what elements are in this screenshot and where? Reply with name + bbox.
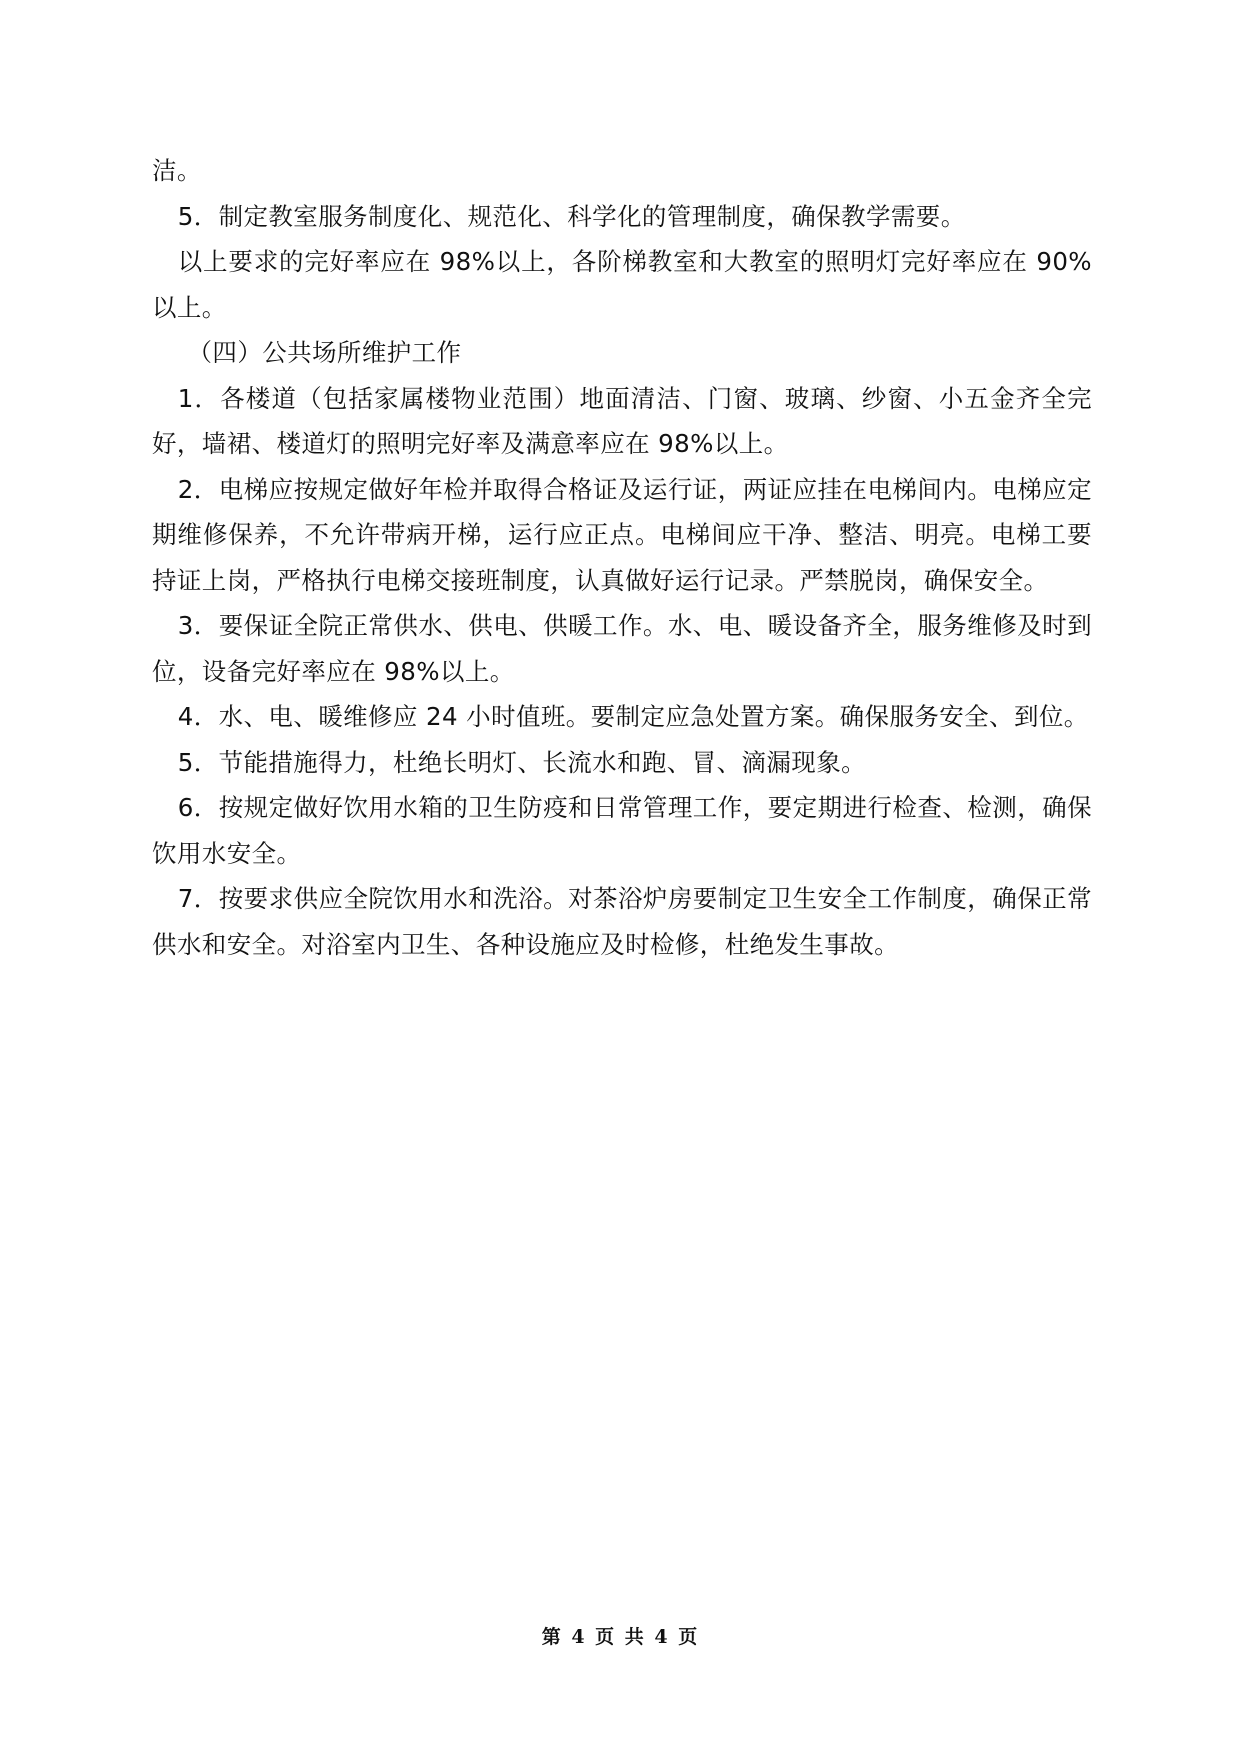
paragraph-item-5-classroom: 5．制定教室服务制度化、规范化、科学化的管理制度，确保教学需要。 bbox=[177, 201, 966, 231]
paragraph-item-1-corridors: 1．各楼道（包括家属楼物业范围）地面清洁、门窗、玻璃、纱窗、小五金齐全完好，墙裙、楼道灯的照明完好率及满意率应在 98%以上。 bbox=[152, 383, 1092, 458]
paragraph-item-2-elevators: 2．电梯应按规定做好年检并取得合格证及运行证，两证应挂在电梯间内。电梯应定期维修保养，不允许带病开梯，运行应正点。电梯间应干净、整洁、明亮。电梯工要持证上岗，严格执行电梯交接班制度，认真做好运行记录。严禁脱岗，确保安全。 bbox=[152, 474, 1092, 595]
paragraph-item-5-energy: 5．节能措施得力，杜绝长明灯、长流水和跑、冒、滴漏现象。 bbox=[177, 747, 867, 777]
paragraph-item-4-maintenance: 4．水、电、暖维修应 24 小时值班。要制定应急处置方案。确保服务安全、到位。 bbox=[177, 702, 1089, 731]
paragraph-rate-requirement: 以上要求的完好率应在 98%以上，各阶梯教室和大教室的照明灯完好率应在 90%以上。 bbox=[152, 247, 1092, 322]
document-body bbox=[152, 148, 1092, 967]
paragraph-item-6-water-tank: 6．按规定做好饮用水箱的卫生防疫和日常管理工作，要定期进行检查、检测，确保饮用水安全。 bbox=[152, 793, 1092, 868]
page-footer: 第 4 页 共 4 页 bbox=[541, 1626, 700, 1648]
paragraph-item-7-bathing: 7．按要求供应全院饮用水和洗浴。对茶浴炉房要制定卫生安全工作制度，确保正常供水和安全。对浴室内卫生、各种设施应及时检修，杜绝发生事故。 bbox=[152, 884, 1092, 959]
paragraph-continuation: 洁。 bbox=[152, 156, 202, 185]
paragraph-item-3-utilities: 3．要保证全院正常供水、供电、供暖工作。水、电、暖设备齐全，服务维修及时到位，设备完好率应在 98%以上。 bbox=[152, 611, 1092, 686]
section-heading-public-places: （四）公共场所维护工作 bbox=[187, 338, 462, 367]
